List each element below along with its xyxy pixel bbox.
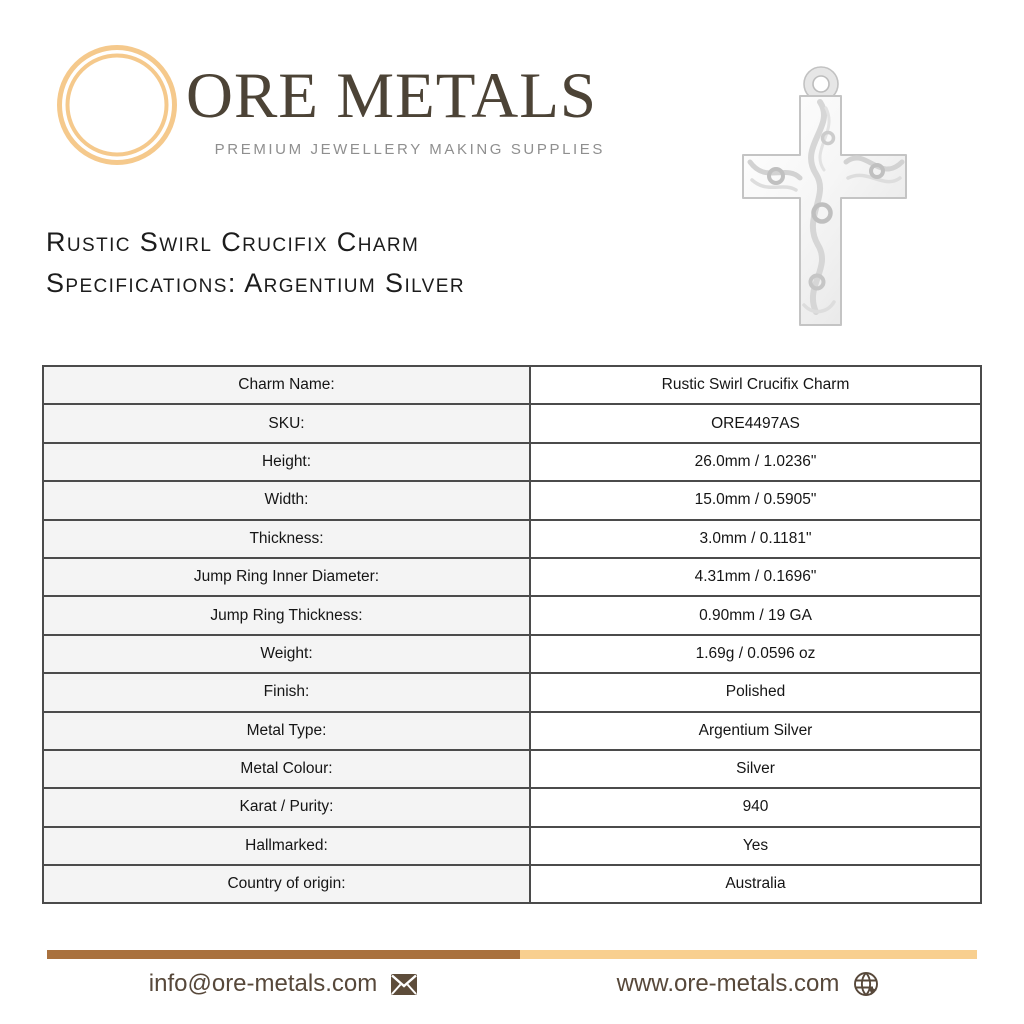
- table-row: [43, 366, 981, 404]
- spec-label: Metal Type:: [43, 712, 530, 750]
- spec-label: SKU:: [43, 404, 530, 442]
- crucifix-charm-icon: [738, 50, 973, 338]
- spec-value: 26.0mm / 1.0236": [530, 443, 981, 481]
- spec-table-body: [43, 366, 981, 903]
- spec-label: Metal Colour:: [43, 750, 530, 788]
- spec-label: Thickness:: [43, 520, 530, 558]
- spec-value: 4.31mm / 0.1696": [530, 558, 981, 596]
- footer-email-group: [47, 963, 520, 1005]
- spec-value: Polished: [530, 673, 981, 711]
- double-ring-circle-icon: [55, 43, 179, 167]
- spec-label: Jump Ring Inner Diameter:: [43, 558, 530, 596]
- spec-label: Height:: [43, 443, 530, 481]
- brand-name: ORE METALS: [186, 60, 598, 132]
- spec-value: Australia: [530, 865, 981, 903]
- brand-tagline: PREMIUM JEWELLERY MAKING SUPPLIES: [214, 141, 605, 158]
- table-row: [43, 596, 981, 634]
- table-row: [43, 865, 981, 903]
- spec-value: 0.90mm / 19 GA: [530, 596, 981, 634]
- spec-value: Yes: [530, 827, 981, 865]
- footer-divider: [47, 950, 977, 959]
- globe-icon: [852, 970, 880, 998]
- spec-label: Karat / Purity:: [43, 788, 530, 826]
- table-row: [43, 481, 981, 519]
- spec-value: 3.0mm / 0.1181": [530, 520, 981, 558]
- spec-label: Finish:: [43, 673, 530, 711]
- envelope-icon: [390, 973, 418, 996]
- brand-logo: [55, 43, 179, 172]
- spec-value: 940: [530, 788, 981, 826]
- table-row: [43, 443, 981, 481]
- spec-label: Charm Name:: [43, 366, 530, 404]
- spec-value: 15.0mm / 0.5905": [530, 481, 981, 519]
- table-row: [43, 520, 981, 558]
- email-link[interactable]: info@ore-metals.com: [148, 970, 378, 997]
- table-row: [43, 827, 981, 865]
- website-link[interactable]: www.ore-metals.com: [616, 970, 840, 997]
- page-title-line2: Specifications: Argentium Silver: [46, 268, 465, 298]
- table-row: [43, 635, 981, 673]
- table-row: [43, 558, 981, 596]
- footer-website-group: [520, 963, 977, 1005]
- spec-value: 1.69g / 0.0596 oz: [530, 635, 981, 673]
- spec-label: Hallmarked:: [43, 827, 530, 865]
- table-row: [43, 712, 981, 750]
- footer-divider-tan-segment: [520, 950, 977, 959]
- table-row: [43, 404, 981, 442]
- page-title: [46, 222, 465, 304]
- spec-label: Jump Ring Thickness:: [43, 596, 530, 634]
- spec-value: Argentium Silver: [530, 712, 981, 750]
- table-row: [43, 750, 981, 788]
- spec-value: ORE4497AS: [530, 404, 981, 442]
- spec-label: Width:: [43, 481, 530, 519]
- footer-divider-brown-segment: [47, 950, 520, 959]
- spec-label: Weight:: [43, 635, 530, 673]
- spec-table: [42, 365, 982, 904]
- spec-value: Silver: [530, 750, 981, 788]
- table-row: [43, 788, 981, 826]
- spec-value: Rustic Swirl Crucifix Charm: [530, 366, 981, 404]
- spec-label: Country of origin:: [43, 865, 530, 903]
- table-row: [43, 673, 981, 711]
- rustic-swirl-crucifix-charm-photo: [738, 50, 973, 343]
- page-title-line1: Rustic Swirl Crucifix Charm: [46, 227, 420, 257]
